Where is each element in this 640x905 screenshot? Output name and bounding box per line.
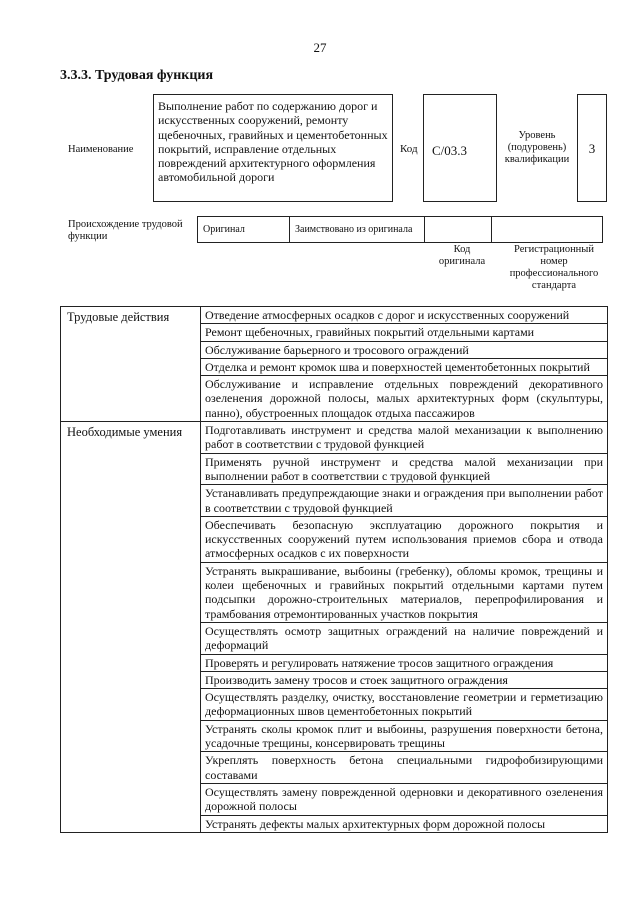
qualification-level-box: 3 <box>577 94 607 202</box>
row-text: Отведение атмосферных осадков с дорог и искусственных сооружений <box>201 307 608 324</box>
origin-code-cell <box>425 217 492 243</box>
labor-function-table <box>60 306 608 833</box>
row-text: Устанавливать предупреждающие знаки и ограждения при выполнении работ в соответствии с трудовой функцией <box>201 485 608 517</box>
origin-label: Происхождение трудовой функции <box>68 219 183 242</box>
page-number: 27 <box>313 40 327 55</box>
row-text: Осуществлять разделку, очистку, восстановление геометрии и герметизацию деформационных швов цементобетонных покрытий <box>201 689 608 721</box>
row-text: Проверять и регулировать натяжение тросов защитного ограждения <box>201 654 608 671</box>
table-row <box>61 307 608 324</box>
row-text: Обслуживание и исправление отдельных повреждений декоративного озеленения дорожной полосы, малых архитектурных форм (скульптуры, панно), обустроенных площадок отдыха пассажиров <box>201 376 608 422</box>
row-text: Устранять выкрашивание, выбоины (гребенку), обломы кромок, трещины и колеи щебеночных и гравийных покрытий отдельными картами путем подсыпки дорожно-строительных материалов, перепрофилирования и трамбования отремонтированных участков покрытия <box>201 562 608 622</box>
row-text: Укреплять поверхность бетона специальными гидрофобизирующими составами <box>201 752 608 784</box>
section-title: 3.3.3. Трудовая функция <box>60 68 214 83</box>
function-code-box: С/03.3 <box>423 94 497 202</box>
group-title: Трудовые действия <box>61 307 201 422</box>
origin-original-cell: Оригинал <box>198 217 290 243</box>
function-name-box: Выполнение работ по содержанию дорог и искусственных сооружений, ремонту щебеночных, гравийных и цементобетонных покрытий, исправление отдельных повреждений архитектурного оформления автомобильной дороги <box>153 94 393 202</box>
row-text: Подготавливать инструмент и средства малой механизации к выполнению работ в соответствии с трудовой функцией <box>201 422 608 454</box>
group-title: Необходимые умения <box>61 422 201 833</box>
row-text: Производить замену тросов и стоек защитного ограждения <box>201 671 608 688</box>
name-label: Наименование <box>68 144 134 155</box>
row-text: Отделка и ремонт кромок шва и поверхностей цементобетонных покрытий <box>201 358 608 375</box>
row-text: Осуществлять замену поврежденной одерновки и декоративного озеленения дорожной полосы <box>201 783 608 815</box>
qualification-level-label: Уровень (подуровень) квалификации <box>504 130 570 165</box>
row-text: Осуществлять осмотр защитных ограждений на наличие повреждений и деформаций <box>201 622 608 654</box>
row-text: Ремонт щебеночных, гравийных покрытий отдельными картами <box>201 324 608 341</box>
origin-reg-cell <box>492 217 603 243</box>
code-label: Код <box>400 143 418 155</box>
row-text: Обслуживание барьерного и тросового ограждений <box>201 341 608 358</box>
row-text: Устранять дефекты малых архитектурных форм дорожной полосы <box>201 815 608 832</box>
origin-borrowed-cell: Заимствовано из оригинала <box>290 217 425 243</box>
row-text: Применять ручной инструмент и средства малой механизации при выполнении работ в соответствии с трудовой функцией <box>201 453 608 485</box>
origin-table <box>197 216 603 243</box>
origin-reg-caption: Регистрационный номер профессионального стандарта <box>509 244 599 291</box>
origin-code-caption: Код оригинала <box>438 244 486 267</box>
table-row <box>61 422 608 454</box>
row-text: Обеспечивать безопасную эксплуатацию дорожного покрытия и искусственных сооружений путем использования приемов сбора и отвода атмосферных осадков с их поверхности <box>201 516 608 562</box>
row-text: Устранять сколы кромок плит и выбоины, разрушения поверхности бетона, усадочные трещины, консервировать трещины <box>201 720 608 752</box>
